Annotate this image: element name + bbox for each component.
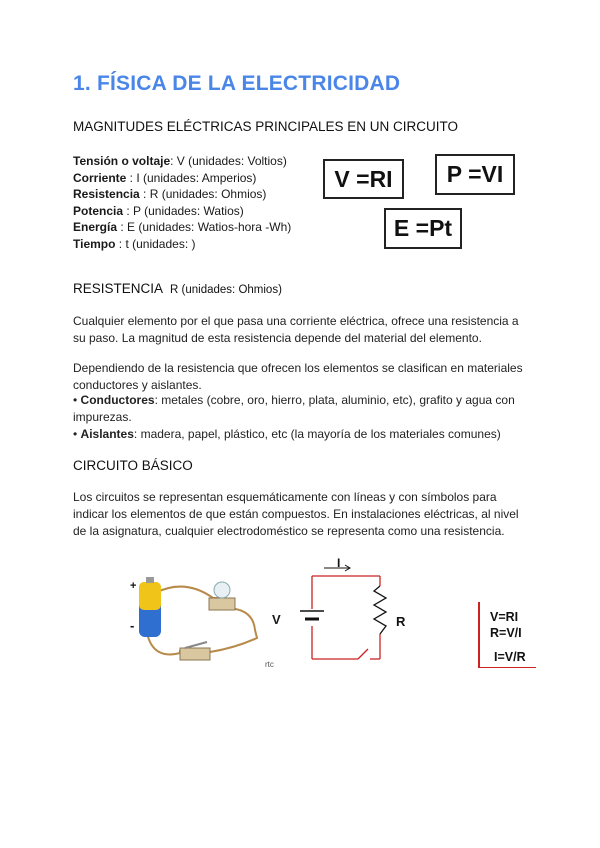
ohm-law-line: V=RI [490, 610, 519, 624]
page-title: 1. FÍSICA DE LA ELECTRICIDAD [73, 72, 401, 95]
plus-sign: + [130, 580, 137, 592]
list-item: Tensión o voltaje: V (unidades: Voltios) [73, 154, 287, 168]
voltage-label-text: V [272, 612, 281, 627]
list-item: Corriente : I (unidades: Amperios) [73, 170, 257, 185]
resistencia-paragraph-2: Dependiendo de la resistencia que ofrecen los elementos se clasifican en materiales conductores y aislantes. [73, 361, 523, 392]
formula-power: P =VI [435, 154, 515, 195]
section-heading-magnitudes: MAGNITUDES ELÉCTRICAS PRINCIPALES EN UN CIRCUITO [73, 119, 459, 134]
resistencia-paragraph-1: Cualquier elemento por el que pasa una corriente eléctrica, ofrece una resistencia a su paso. La magnitud de esta resistencia depende del material del elemento. [73, 314, 519, 345]
list-item: Resistencia : R (unidades: Ohmios) [73, 187, 267, 201]
ohm-law-line: R=V/I [490, 626, 522, 640]
circuit-schematic [290, 554, 430, 666]
circuit-illustration [125, 568, 265, 670]
bullet-conductores: • Conductores: metales (cobre, oro, hierro, plata, aluminio, etc), grafito y agua con impurezas. [73, 393, 515, 424]
resistencia-unit: R (unidades: Ohmios) [170, 284, 282, 296]
section-heading-circuito: CIRCUITO BÁSICO [73, 458, 193, 473]
resistencia-title: RESISTENCIA [73, 281, 163, 296]
current-label: I [337, 556, 341, 570]
minus-sign: - [130, 618, 135, 633]
list-item: Energía : E (unidades: Watios-hora -Wh) [73, 220, 292, 234]
battery-icon [139, 577, 161, 637]
resistor-symbol [374, 586, 386, 634]
resistance-label: R [396, 614, 406, 629]
formula-ohm: V =RI [323, 159, 404, 199]
list-item: Potencia : P (unidades: Watios) [73, 203, 244, 218]
ohm-law-box [478, 602, 536, 668]
formula-energy: E =Pt [384, 208, 462, 249]
section-heading-resistencia [73, 281, 282, 296]
switch-icon [180, 642, 210, 660]
bullet-aislantes: • Aislantes: madera, papel, plástico, etc (la mayoría de los materiales comunes) [73, 427, 501, 441]
bulb-icon [209, 582, 235, 610]
magnitudes-list [73, 153, 291, 252]
list-item: Tiempo : t (unidades: ) [73, 236, 196, 251]
battery-symbol [300, 611, 324, 619]
illustration-caption: rtc [265, 660, 274, 669]
ohm-law-line: I=V/R [494, 650, 526, 664]
circuito-paragraph: Los circuitos se representan esquemáticamente con líneas y con símbolos para indicar los elementos de que están compuestos. En instalaciones eléctricas, al nivel de la asignatura, cualquier electrodoméstico se representa como una resistencia. [73, 490, 519, 538]
